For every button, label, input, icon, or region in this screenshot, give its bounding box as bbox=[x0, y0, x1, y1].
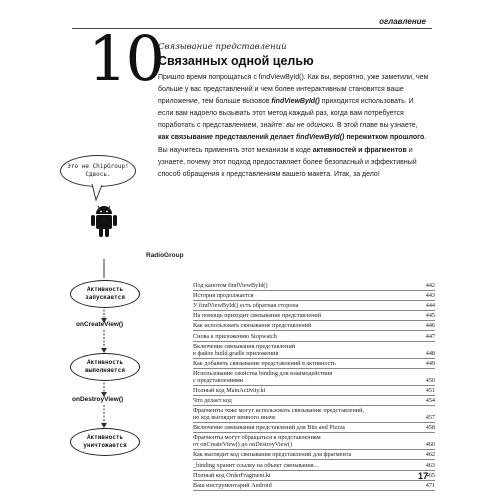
toc-entry-page: 444 bbox=[425, 302, 435, 310]
toc-entry-title: Полный код OrderFragment.kt bbox=[193, 471, 271, 479]
intro-text-5: и узнаете, почему этот подход предоставляет более безопасный и эффективный способ обращения к представлениям вашего макета. Итак, за дело! bbox=[158, 146, 417, 178]
toc-entry[interactable] bbox=[193, 312, 435, 319]
toc-entry-title: Как выглядит код связывания представлений для фрагмента bbox=[193, 451, 352, 459]
toc-entry[interactable] bbox=[193, 462, 435, 469]
toc-entry-page: 447 bbox=[425, 332, 435, 340]
page-number: 17 bbox=[417, 471, 428, 481]
toc-entry-page: 471 bbox=[425, 481, 435, 489]
toc-entry-page: 463 bbox=[425, 461, 435, 469]
state-activity-destroyed-label: Активность уничтожается bbox=[83, 434, 127, 449]
toc-entry-title: Включение связывания представлений для Bits and Pizzas bbox=[193, 424, 346, 432]
toc-entry-page: 462 bbox=[425, 451, 435, 459]
toc-entry[interactable] bbox=[193, 407, 435, 421]
intro-bold-1: как связывание представлений делает bbox=[158, 134, 297, 142]
toc-entry-title: Как добавить связывание представлений в активность bbox=[193, 359, 336, 367]
toc-entry[interactable] bbox=[193, 322, 435, 329]
toc-entry-page: 443 bbox=[425, 292, 435, 300]
intro-code-2: findViewById() bbox=[296, 134, 345, 142]
toc-entry-title: У findViewById() есть обратная сторона bbox=[193, 302, 299, 310]
toc-entry-page: 457 bbox=[425, 414, 435, 422]
toc-entry-title: Ваш инструментарий Android bbox=[193, 481, 272, 489]
toc-entry-title: История продолжается bbox=[193, 292, 254, 300]
chapter-subtitle: Связывание представлений bbox=[158, 42, 287, 52]
intro-italic: вы не одиноки. bbox=[286, 122, 336, 130]
toc-entry-title: Под капотом findViewById() bbox=[193, 282, 268, 289]
toc-entry[interactable] bbox=[193, 434, 435, 448]
toc-entry-page: 458 bbox=[425, 424, 435, 432]
toc-entry[interactable] bbox=[193, 343, 435, 357]
state-activity-running-label: Активность выполняется bbox=[85, 359, 125, 374]
intro-text-1: Пришло время попрощаться с findViewById(). Как вы, вероятно, уже заметили, чем больше у вас представлений и чем более интерактивным становится ваше приложение, тем больше вызовов bbox=[158, 74, 429, 106]
toc-entry-title: На помощь приходит связывание представлений bbox=[193, 312, 322, 320]
toc-entry-title: Фрагменты тоже могут использовать связывание представлений, но код выглядит немного иначе bbox=[193, 407, 364, 422]
toc-entry[interactable] bbox=[193, 482, 435, 489]
toc-entry-page: 446 bbox=[425, 322, 435, 330]
toc-entry[interactable] bbox=[193, 282, 435, 289]
intro-text-2: приходится использовать. И если вам надоело вызывать этот метод каждый раз, когда вам потребуется поработать с представлением, знайте: bbox=[158, 98, 414, 130]
toc-entry-page: 450 bbox=[425, 376, 435, 384]
toc-entry-title: Включение связывания представлений в файле build.gradle приложения bbox=[193, 342, 296, 357]
intro-text-4: . Вы научитесь применять этот механизм в коде bbox=[158, 134, 427, 154]
toc-entry-page: 448 bbox=[425, 349, 435, 357]
toc-entry[interactable] bbox=[193, 333, 435, 340]
toc-entry[interactable] bbox=[193, 451, 435, 458]
android-robot-icon bbox=[89, 203, 119, 243]
toc-entry[interactable] bbox=[193, 424, 435, 431]
chapter-number: 10 bbox=[88, 22, 163, 95]
toc-entry-page: 451 bbox=[425, 386, 435, 394]
intro-text-3: В этой главе вы узнаете, bbox=[335, 122, 418, 130]
toc-entry[interactable] bbox=[193, 387, 435, 394]
callback-ondestroyview: onDestroyView() bbox=[72, 396, 124, 403]
toc-entry[interactable] bbox=[193, 360, 435, 367]
toc-entry[interactable] bbox=[193, 302, 435, 309]
toc-entry-title: Что делает код bbox=[193, 397, 232, 404]
state-activity-launched-label: Активность запускается bbox=[85, 286, 125, 301]
toc-entry-title: Использование свойства binding для взаимодействия с представлениями bbox=[193, 369, 333, 384]
intro-code-1: findViewById() bbox=[271, 98, 320, 106]
state-activity-running bbox=[70, 353, 140, 381]
toc-entry-title: _binding хранит ссылку на объект связывания... bbox=[193, 461, 319, 469]
toc-entry[interactable] bbox=[193, 397, 435, 404]
toc-entry-page: 449 bbox=[425, 359, 435, 367]
intro-bold-3: активностей и фрагментов bbox=[312, 146, 407, 154]
toc-entry[interactable] bbox=[193, 370, 435, 384]
toc-entry-page: 442 bbox=[425, 282, 435, 289]
callback-oncreateview: onCreateView() bbox=[76, 321, 124, 328]
toc-entry-title: Снова к приложению Stopwatch bbox=[193, 332, 277, 340]
toc-entry-page: 454 bbox=[425, 397, 435, 404]
toc-entry-page: 465 bbox=[425, 471, 435, 479]
state-activity-destroyed bbox=[70, 428, 140, 456]
chapter-title: Связанных одной целью bbox=[158, 54, 314, 68]
intro-bold-2: пережитком прошлого bbox=[344, 134, 425, 142]
state-activity-launched bbox=[70, 280, 140, 308]
toc-entry-title: Полный код MainActivity.kt bbox=[193, 386, 266, 394]
toc-entry-page: 445 bbox=[425, 312, 435, 320]
speech-bubble-text: Это не ChipGroup! Сдвось. bbox=[67, 163, 129, 178]
toc-entry-page: 460 bbox=[425, 441, 435, 449]
section-header-label: оглавление bbox=[379, 17, 426, 26]
toc-entry-title: Как использовать связывание представлений bbox=[193, 322, 312, 330]
toc-entry[interactable] bbox=[193, 292, 435, 299]
toc-entry-title: Фрагменты могут обращаться к представлениям от onCreateView() до onDestroyView() bbox=[193, 434, 321, 449]
radiogroup-label: RadioGroup bbox=[146, 252, 184, 259]
toc-entry[interactable] bbox=[193, 472, 435, 479]
